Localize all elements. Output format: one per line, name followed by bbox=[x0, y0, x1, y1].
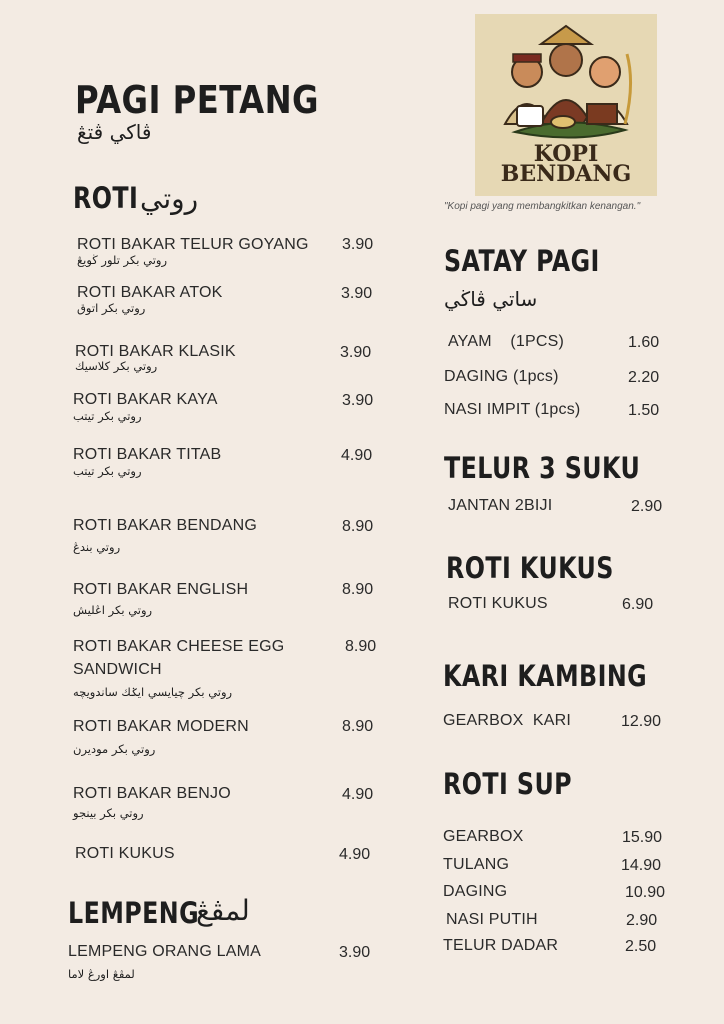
menu-item-price: 14.90 bbox=[621, 857, 662, 874]
menu-item-price: 2.50 bbox=[625, 938, 657, 955]
menu-item-name: ROTI BAKAR KLASIK bbox=[75, 343, 236, 360]
menu-item-price: 12.90 bbox=[621, 713, 662, 730]
menu-item-name: NASI IMPIT (1pcs) bbox=[444, 401, 581, 418]
menu-item-price: 1.60 bbox=[628, 334, 660, 351]
section-title-satay-pagi: SATAY PAGI bbox=[444, 244, 600, 278]
menu-item-name: ROTI BAKAR ENGLISH bbox=[73, 581, 249, 598]
menu-item-name-line2: SANDWICH bbox=[73, 661, 162, 678]
menu-item-name: NASI PUTIH bbox=[446, 911, 538, 928]
menu-item-arabic: لمڤڠ اورڠ لاما bbox=[68, 967, 135, 981]
menu-item-name: GEARBOX bbox=[443, 828, 524, 845]
logo-text-kopi: KOPI bbox=[533, 141, 599, 167]
menu-item-price: 8.90 bbox=[345, 638, 377, 655]
section-title-lempeng: LEMPENG bbox=[68, 896, 200, 930]
menu-item-name: AYAM (1PCS) bbox=[448, 333, 565, 350]
menu-item-arabic: روتي بكر تيتب bbox=[73, 464, 142, 478]
menu-item-price: 6.90 bbox=[622, 596, 654, 613]
logo-tagline: "Kopi pagi yang membangkitkan kenangan." bbox=[444, 201, 641, 212]
menu-item-name: TELUR DADAR bbox=[443, 937, 559, 954]
menu-item-name: ROTI BAKAR CHEESE EGG bbox=[73, 638, 285, 655]
section-title-lempeng-arabic: لمڤڠ bbox=[196, 894, 250, 927]
menu-item-name: LEMPENG ORANG LAMA bbox=[68, 943, 261, 960]
menu-item-name: ROTI KUKUS bbox=[75, 845, 175, 862]
menu-item-price: 15.90 bbox=[622, 829, 663, 846]
page-title-arabic: ڤاكي ڤتڠ bbox=[77, 120, 152, 144]
menu-item-price: 2.90 bbox=[626, 912, 658, 929]
section-title-roti-kukus: ROTI KUKUS bbox=[446, 551, 614, 585]
kopi-bendang-logo bbox=[475, 14, 657, 196]
menu-item-price: 4.90 bbox=[342, 786, 374, 803]
menu-item-price: 3.90 bbox=[340, 344, 372, 361]
section-title-satay-arabic: ساتي ڤاڬي bbox=[444, 287, 538, 311]
logo-text-bendang: BENDANG bbox=[500, 161, 632, 187]
menu-item-price: 8.90 bbox=[342, 518, 374, 535]
menu-item-price: 10.90 bbox=[625, 884, 666, 901]
menu-item-arabic: روتي بكر اڠليش bbox=[73, 603, 153, 617]
menu-item-price: 2.90 bbox=[631, 498, 663, 515]
menu-item-arabic: روتي بكر كلاسيك bbox=[75, 359, 158, 373]
menu-item-name: DAGING bbox=[443, 883, 508, 900]
menu-item-name: TULANG bbox=[443, 856, 510, 873]
menu-item-arabic: روتي بندڠ bbox=[73, 540, 121, 554]
menu-item-name: ROTI BAKAR TITAB bbox=[73, 446, 222, 463]
section-title-roti-arabic: روتي bbox=[140, 182, 199, 215]
menu-item-arabic: روتي بكر چيايسي ايݢك ساندويچه bbox=[73, 685, 233, 699]
menu-item-price: 1.50 bbox=[628, 402, 660, 419]
menu-item-arabic: روتي بكر تلور ڬويڠ bbox=[77, 253, 167, 267]
menu-item-price: 3.90 bbox=[341, 285, 373, 302]
menu-item-arabic: روتي بكر تيتب bbox=[73, 409, 142, 423]
menu-item-price: 8.90 bbox=[342, 581, 374, 598]
menu-item-name: JANTAN 2BIJI bbox=[448, 497, 553, 514]
menu-item-price: 3.90 bbox=[339, 944, 371, 961]
section-title-roti-sup: ROTI SUP bbox=[443, 767, 573, 801]
menu-item-price: 2.20 bbox=[628, 369, 660, 386]
page-title: PAGI PETANG bbox=[75, 78, 319, 122]
menu-item-name: GEARBOX KARI bbox=[443, 712, 571, 729]
menu-item-price: 3.90 bbox=[342, 392, 374, 409]
menu-item-name: ROTI BAKAR BENDANG bbox=[73, 517, 258, 534]
menu-item-price: 3.90 bbox=[342, 236, 374, 253]
menu-item-name: ROTI BAKAR ATOK bbox=[77, 284, 223, 301]
menu-item-name: ROTI KUKUS bbox=[448, 595, 548, 612]
menu-item-name: ROTI BAKAR MODERN bbox=[73, 718, 249, 735]
section-title-telur-3-suku: TELUR 3 SUKU bbox=[444, 451, 641, 485]
section-title-roti: ROTI bbox=[73, 181, 139, 215]
menu-item-price: 8.90 bbox=[342, 718, 374, 735]
menu-item-price: 4.90 bbox=[339, 846, 371, 863]
menu-item-name: ROTI BAKAR BENJO bbox=[73, 785, 231, 802]
menu-item-arabic: روتي بكر موديرن bbox=[73, 742, 156, 756]
menu-item-name: DAGING (1pcs) bbox=[444, 368, 559, 385]
menu-item-price: 4.90 bbox=[341, 447, 373, 464]
menu-item-arabic: روتي بكر بينجو bbox=[73, 806, 144, 820]
menu-item-name: ROTI BAKAR KAYA bbox=[73, 391, 218, 408]
section-title-kari-kambing: KARI KAMBING bbox=[443, 659, 648, 693]
menu-item-arabic: روتي بكر اتوق bbox=[77, 301, 146, 315]
menu-item-name: ROTI BAKAR TELUR GOYANG bbox=[77, 236, 309, 253]
